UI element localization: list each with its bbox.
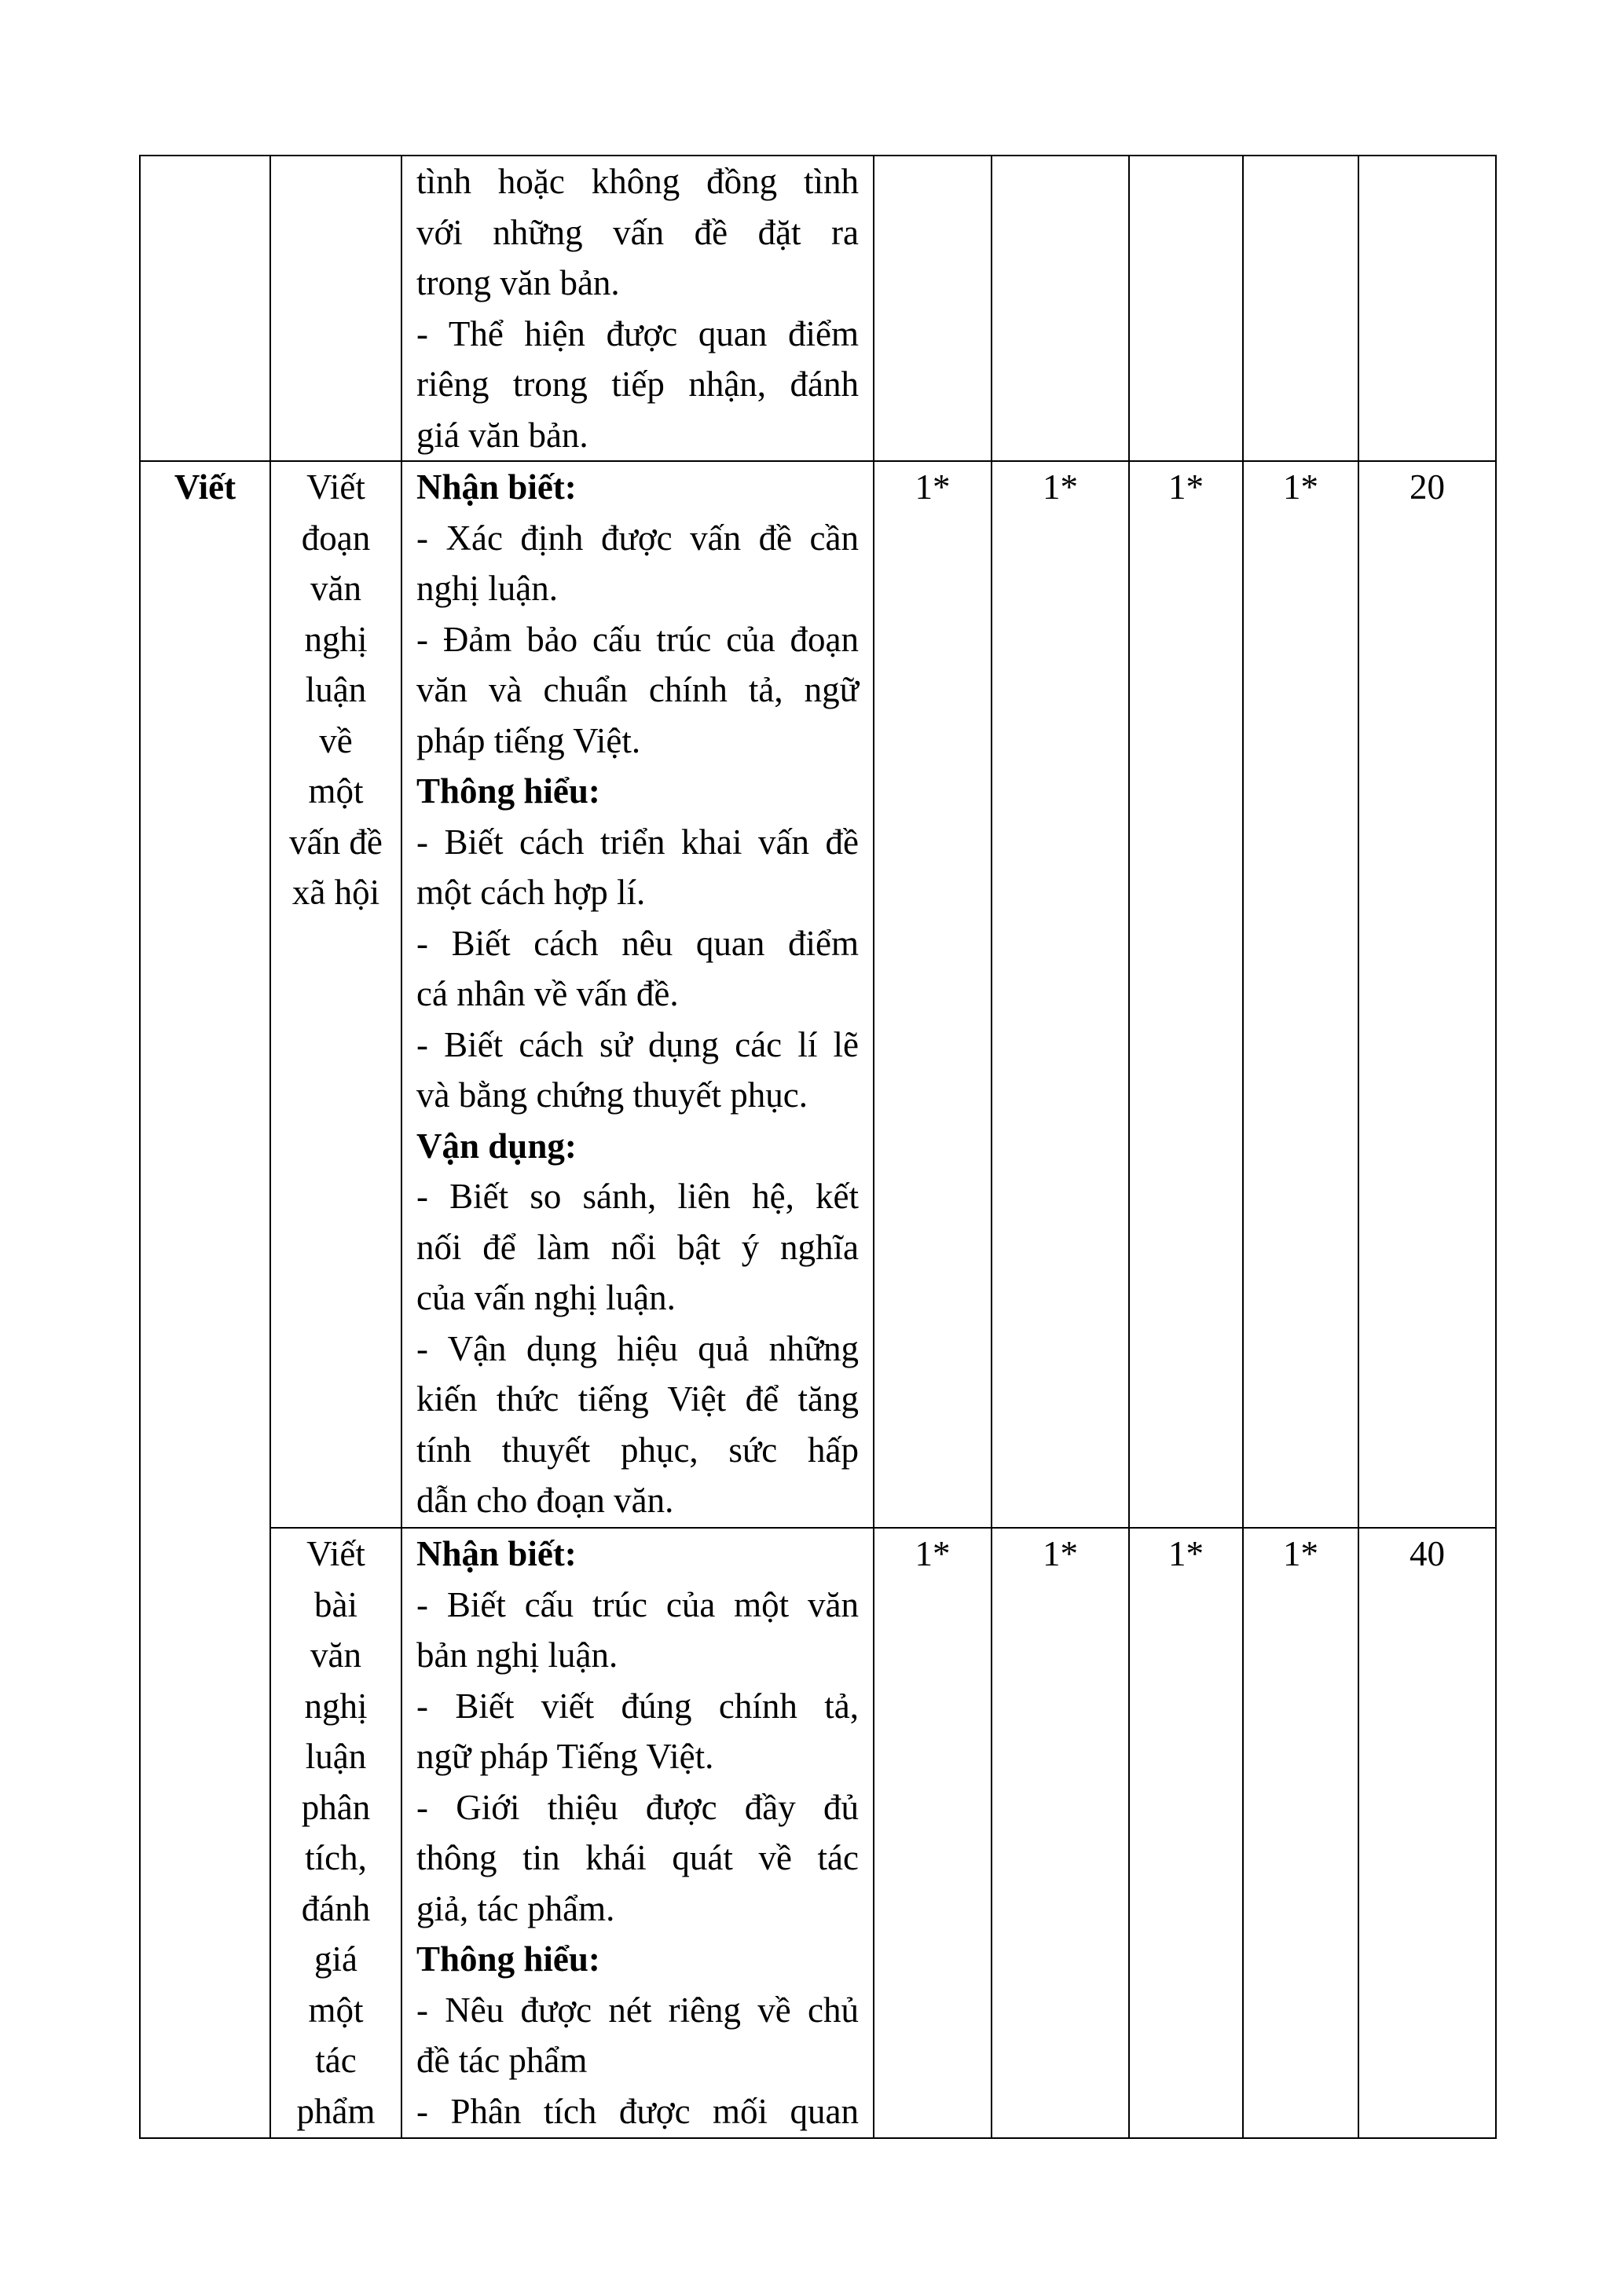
topic-cell-empty [270, 156, 401, 461]
desc-line: - Biết viết đúng chính tả, [416, 1686, 859, 1726]
desc-line: - Vận dụng hiệu quả những [416, 1328, 859, 1368]
desc-line: - Thể hiện được quan điểm [416, 313, 859, 353]
skill-cell-empty [140, 156, 270, 461]
topic-word: bài [314, 1584, 357, 1624]
q1-cell: 1* [874, 1528, 992, 2138]
topic-word: xã hội [291, 873, 380, 912]
desc-line: tình hoặc không đồng tình [416, 162, 859, 201]
q3-cell [1129, 156, 1243, 461]
table-row [140, 1528, 1496, 2138]
desc-line: - Biết cách triển khai vấn đề [416, 822, 859, 862]
desc-line: cá nhân về vấn đề. [416, 974, 679, 1013]
level-heading-comprehension: Thông hiểu: [416, 1939, 600, 1979]
desc-line: - Biết cách nêu quan điểm [416, 923, 859, 963]
desc-line: với những vấn đề đặt ra [416, 212, 859, 252]
desc-line: giả, tác phẩm. [416, 1888, 615, 1928]
desc-line: nghị luận. [416, 569, 558, 608]
description-cell [401, 156, 874, 461]
desc-line: dẫn cho đoạn văn. [416, 1481, 674, 1520]
topic-word: về [319, 720, 353, 760]
topic-word: vấn đề [289, 822, 383, 862]
desc-line: riêng trong tiếp nhận, đánh [416, 364, 859, 404]
q3-cell: 1* [1129, 1528, 1243, 2138]
q2-cell: 1* [992, 1528, 1129, 2138]
q4-cell: 1* [1243, 461, 1358, 1528]
topic-word: phẩm [296, 2091, 376, 2131]
q1-cell: 1* [874, 461, 992, 1528]
table-row [140, 461, 1496, 1528]
topic-word: tác [315, 2041, 357, 2080]
desc-line: của vấn nghị luận. [416, 1278, 676, 1317]
desc-line: tính thuyết phục, sức hấp [416, 1430, 859, 1470]
desc-line: và bằng chứng thuyết phục. [416, 1075, 808, 1115]
topic-word: nghị [304, 1686, 368, 1726]
desc-line: văn và chuẩn chính tả, ngữ [416, 670, 859, 709]
topic-word: đánh [301, 1888, 371, 1928]
topic-word: văn [310, 1635, 361, 1675]
topic-word: văn [310, 569, 361, 608]
topic-word: Viết [306, 1534, 365, 1573]
desc-line: pháp tiếng Việt. [416, 720, 641, 760]
topic-word: một [308, 1990, 364, 2030]
desc-line: - Phân tích được mối quan [416, 2091, 859, 2131]
topic-word: phân [301, 1787, 371, 1827]
desc-line: đề tác phẩm [416, 2041, 588, 2080]
topic-word: giá [314, 1939, 357, 1979]
desc-line: - Xác định được vấn đề cần [416, 518, 859, 558]
q2-cell [992, 156, 1129, 461]
topic-word: nghị [304, 619, 368, 659]
desc-line: một cách hợp lí. [416, 873, 646, 912]
topic-word: luận [305, 1737, 367, 1776]
q4-cell [1243, 156, 1358, 461]
desc-line: - Nêu được nét riêng về chủ [416, 1990, 859, 2030]
score-cell [1358, 156, 1496, 461]
level-heading-recognition: Nhận biết: [416, 467, 577, 507]
topic-word: luận [305, 670, 367, 709]
level-heading-comprehension: Thông hiểu: [416, 771, 600, 811]
description-cell [401, 1528, 874, 2138]
desc-line: - Đảm bảo cấu trúc của đoạn [416, 619, 859, 659]
q4-cell: 1* [1243, 1528, 1358, 2138]
desc-line: - Biết cách sử dụng các lí lẽ [416, 1024, 859, 1064]
score-cell: 40 [1358, 1528, 1496, 2138]
desc-line: thông tin khái quát về tác [416, 1838, 859, 1877]
desc-line: ngữ pháp Tiếng Việt. [416, 1737, 714, 1776]
desc-line: giá văn bản. [416, 415, 588, 455]
topic-word: tích, [305, 1838, 367, 1877]
q3-cell: 1* [1129, 461, 1243, 1528]
desc-line: nối để làm nổi bật ý nghĩa [416, 1227, 859, 1267]
table-row-continuation [140, 156, 1496, 461]
level-heading-recognition: Nhận biết: [416, 1534, 577, 1573]
description-cell [401, 461, 874, 1528]
desc-line: kiến thức tiếng Việt để tăng [416, 1379, 859, 1419]
score-cell: 20 [1358, 461, 1496, 1528]
topic-word: đoạn [301, 518, 371, 558]
q1-cell [874, 156, 992, 461]
topic-word: Viết [306, 467, 365, 507]
desc-line: bản nghị luận. [416, 1635, 618, 1675]
assessment-matrix-table [139, 155, 1497, 2139]
level-heading-application: Vận dụng: [416, 1126, 577, 1166]
topic-word: một [308, 771, 364, 811]
skill-cell: Viết [140, 461, 270, 2138]
q2-cell: 1* [992, 461, 1129, 1528]
topic-cell [270, 461, 401, 1528]
desc-line: - Biết cấu trúc của một văn [416, 1584, 859, 1624]
desc-line: - Giới thiệu được đầy đủ [416, 1787, 859, 1827]
topic-cell [270, 1528, 401, 2138]
desc-line: - Biết so sánh, liên hệ, kết [416, 1177, 859, 1216]
desc-line: trong văn bản. [416, 263, 620, 302]
